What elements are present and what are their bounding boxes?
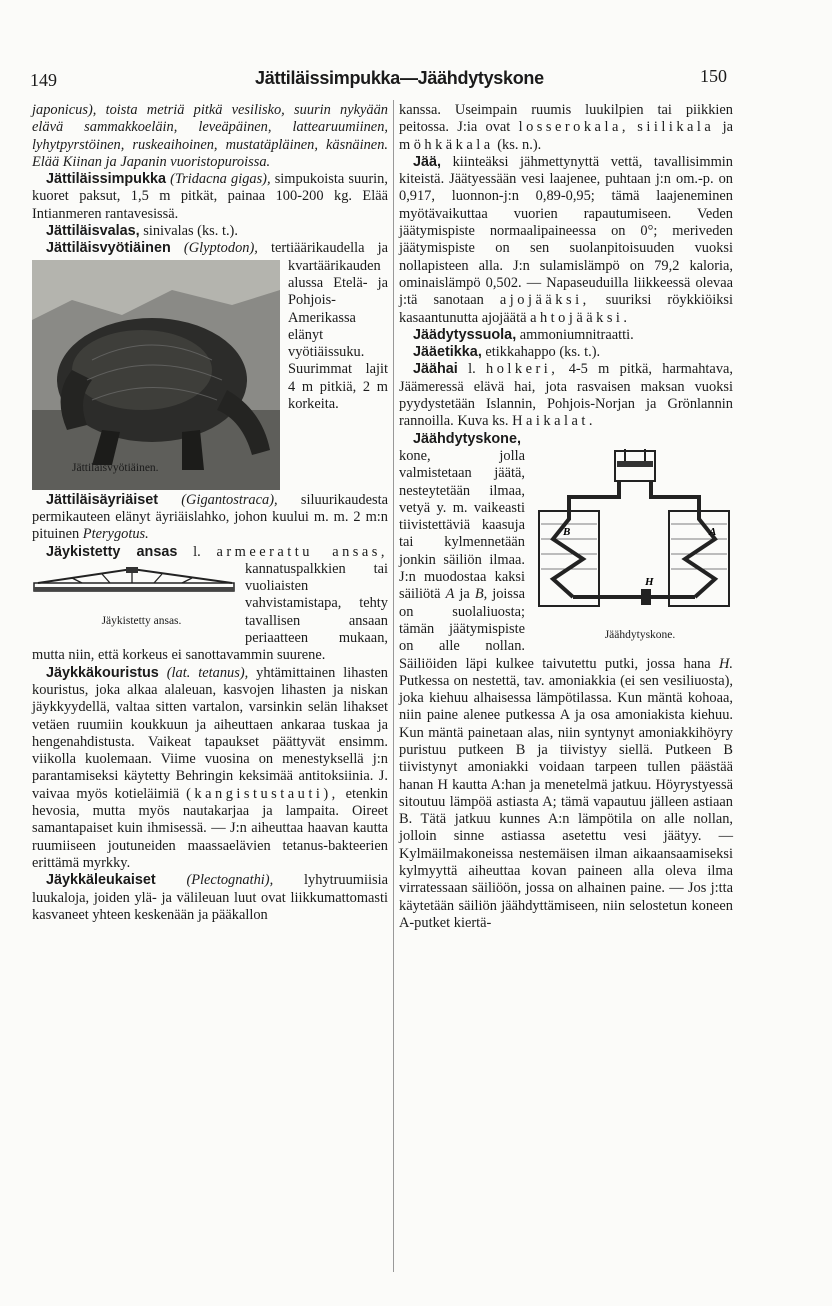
spaced-term: losserokala, [518,119,629,136]
headword: Jäähai [413,361,458,378]
genus-name: Pterygotus. [82,526,149,543]
entry-jattilaisvyotiainen [32,240,388,413]
entry-text: 4-5 m pitkä, harmahtava, Jäämeressä elävä hai, jota rasvaisen maksan vuoksi pyydystetään Islannin, Pohjois-Norjan ja Grönlannin rannoilla. Kuva ks. [399,361,733,430]
entry-text-2: joissa on suolaliuosta; tämän jäätymispiste on alle nollan. Säiliöiden läpi kulkee taivutettu putki, jossa hana [399,586,711,672]
entry-jaa: Jää, kiinteäksi jähmettynyttä vettä, tavallisimmin kiteistä. Jäätyessään vesi laajenee, puhtaan j:n om.-p. on 0,917, luonnon-j:n 0,89-0,95; tämä laajeneminen myötävaikuttaa vuorien rapautumiseen. Veden jäätymispiste normaalipaineessa on 0°; meriveden jäätymispiste on sen suolanpitoisuuden vuoksi nollapisteen alla. J:n sulamislämpö on 79,2 kaloria, ominaislämpö 0,502. — Napaseuduilla liikkeessä olevaa j:tä sanotaan ajojääksi, suuriksi röykkiöiksi kasaantunutta ajojäätä ahtojääksi. [399,153,733,326]
entry-text: yhtämittainen lihasten kouristus, joka alkaa alaleuan, kasvojen lihasten ja niskan jäykkyydellä, valtaa sitten vartalon, varsinkin selän lihakset vetäen ruumiin koukkuun ja aiheuttaen ankaraa tuskaa ja hengenahdistusta. Vaikeat tapaukset päättyvät ensimm. viikolla kuolemaan. Viime vuosina on menestyksellä j:n parantamiseksi käytetty Behringin keksimää antitoksiinia. J. vaivaa myös kotieläimiä [32,664,388,802]
entry-text: kannatuspalkkien tai vuoliaisten vahvistamistapa, tehty tavallisen ansaan periaatteen mukaan, mutta niin, että korkeus ei sanottavammin suurene. [32,560,388,664]
page-number-left: 149 [30,70,57,90]
page-number-right: 150 [700,66,727,86]
continued-paragraph: japonicus), toista metriä pitkä vesilisko, suurin nykyään elävä sammakkoeläin, leveäpäinen, lattearuumiinen, lyhytpyrstöinen, ruskeaihoinen, mustatäpläinen, käsnäinen. Elää Kiinan ja Japanin vuoristopuroissa. [32,102,388,170]
spaced-term: Haikalat. [512,413,596,430]
entry-text: lyhytruumiisia luukaloja, joiden ylä- ja välileuan luut ovat liikkumattomasti kasvaneet yhteen keskenään ja pääkallon [32,872,388,923]
refrigerator-diagram [533,449,733,621]
spaced-term: armeerattu ansas, [216,543,388,560]
headword: Jättiläisäyriäiset [46,491,158,508]
headword: Jättiläissimpukka [46,171,166,188]
entry-text: siluurikaudesta permikauteen elänyt äyriäislahko, johon kuului m. m. 2 m:n pituinen [32,491,388,543]
entry-jaykkakouristus [32,665,388,873]
page-header [0,66,832,92]
entry-jaaetikka [399,344,733,361]
entry-jaahai: Jäähai l. holkeri, 4-5 m pitkä, harmahtava, Jäämeressä elävä hai, jota rasvaisen maksan vuoksi pyydystetään Islannin, Pohjois-Norjan ja Grönlannin rannoilla. Kuva ks. Haikalat. [399,361,733,430]
entry-text: sinivalas (ks. t.). [143,223,238,240]
entry-jaadytyssuola [399,327,733,344]
headword: Jäykkäkouristus [46,664,159,681]
entry-text: kone, jolla valmistetaan jäätä, nesteytetään ilmaa, vetyä y. m. vaikeasti tiivistettäviä kaasuja tai kylmennetään jonkin säiliön ilmaa. J:n muodostaa kaksi säiliötä [399,447,525,603]
figure-caption-refrigerator: Jäähdytyskone. [604,628,676,641]
entry-text: kiinteäksi jähmettynyttä vettä, tavallisimmin kiteistä. Jäätyessään vesi laajenee, puhtaan j:n om.-p. on 0,917, luonnon-j:n 0,89-0,95; tämä laajeneminen myötävaikuttaa vuorien rapautumiseen. Veden jäätymispiste normaalipaineessa on 0°; meriveden jäätymispiste on sen suolanpitoisuuden vuoksi nollapisteen alla. J:n sulamislämpö on 79,2 kaloria, ominaislämpö 0,502. — Napaseuduilla liikkeessä olevaa j:tä sanotaan [399,153,733,309]
entry-text: ammoniumnitraatti. [519,326,634,343]
entry-text: simpukoista suurin, kuoret paksut, 1,5 m pitkät, painaa 100-200 kg. Elää Intianmeren rantavesissä. [32,171,388,222]
entry-jattilaisvalas [32,223,388,240]
headword: Jättiläisvyötiäinen [46,240,171,257]
figure-truss [32,565,237,630]
scientific-name: (Gigantostraca), [181,491,278,508]
left-column [32,102,388,924]
continued-paragraph: kanssa. Useimpain ruumis luukilpien tai piikkien peitossa. J:ia ovat losserokala, siilikala ja möhkäkala (ks. n.). [399,102,733,153]
scientific-name: (Tridacna gigas), [170,171,271,188]
label-b: B [563,525,571,538]
headword: Jättiläisvalas, [46,223,140,240]
truss-illustration [32,565,237,599]
spaced-term: möhkäkala [399,136,494,153]
right-column [399,102,733,932]
headword: Jääetikka, [413,344,482,361]
headword: Jäädytyssuola, [413,326,517,343]
spaced-term: ahtojääksi. [530,309,631,326]
spaced-term: siilikala [637,119,715,136]
figure-caption-glyptodon: Jättiläisvyötiäinen. [72,461,159,474]
entry-jaahdytyskone: Jäähdytyskone, B A H Jäähdytyskone. kone, jolla valmistetaan jäätä, nesteytetään ilmaa, vetyä y. m. vaikeasti tiivistettäviä kaasuja tai kylmennetään jonkin säiliön ilmaa. J:n muodostaa kaksi säiliötä A ja B, joissa on suolaliuosta; tämän jäätymispiste on alle nollan. Säiliöiden läpi kulkee taivutettu putki, jossa hana H. Putkessa on nestettä, tav. amoniakkia (ei sen vesiliuosta), joka kiehuu alhaisessa lämpötilassa. Kun mäntä kohoaa, niin paine alenee putkessa A ja osa amoniakista kiehuu. Kun mäntä painetaan alas, niin syntynyt amoniakkihöyry puristuu putkeen B ja tiivistyy siellä. Putkeen B tiivistynyt amoniakki voidaan tarpeen tullen päästää hanan H kautta A:han ja menetelmä jatkuu. Höyrystyessä sitoutuu lämpöä astiasta A; tämä vapautuu jälleen astiaan B. Tätä jatkuu kunnes A:n lämpötila on alle nollan, jolloin sinne astiassa asetettu vesi jäätyy. — Kylmäilmakoneissa nestemäisen ilman aikaansaamiseksi kylmyyttä aiheuttaa kovan paineen alla oleva ilma virratessaan säiliöön, jossa on alhainen paine. — Jos j:tta käytetään säiliön jäähdyttämiseen, niin selostetun koneen A-putket kiertä- [399,430,733,931]
entry-text: etikkahappo (ks. t.). [485,344,601,361]
spaced-term: holkeri, [486,361,559,378]
running-title: Jättiläissimpukka—Jäähdytyskone [255,68,544,88]
spaced-term: ajojääksi, [499,292,590,309]
column-divider [393,100,394,1272]
headword: Jää, [413,153,442,170]
entry-text-2: etenkin hevosia, mutta myös nautakarjaa ja lampaita. Oireet samantapaiset kuin ihmisessä. — J:n aiheuttaa haavan kautta ruumiiseen joutuneiden maassaelävien tetanus-bakteerien erittämä myrkky. [32,785,388,871]
figure-refrigerator [533,449,733,644]
figure-glyptodon [32,260,280,490]
scientific-name: (Glyptodon), [183,240,258,257]
entry-jattilaisayriaiset [32,492,388,544]
figure-caption-truss: Jäykistetty ansas. [101,614,182,627]
entry-jaykistetty-ansas: Jäykistetty ansas l. armeerattu ansas, Jäykistetty ansas. kannatuspalkkien tai vuoliaisten vahvistamistapa, tehty tavallisen ansaan periaatteen mukaan, mutta niin, että korkeus ei sanottavammin suurene. [32,543,388,664]
spaced-term: (kangistustauti), [186,785,339,802]
glyptodon-illustration [32,260,280,490]
entry-jattilaissimpukka [32,171,388,223]
entry-jaykkaleukaiset [32,872,388,924]
headword: Jäykkäleukaiset [46,872,156,889]
scientific-name: (Plectognathi), [186,872,274,889]
headword: Jäykistetty ansas [46,543,178,560]
headword: Jäähdytyskone, [413,430,521,447]
label-h: H [645,575,654,588]
entry-text-3: Putkessa on nestettä, tav. amoniakkia (ei sen vesiliuosta), joka kiehuu alhaisessa lämpötilassa. Kun mäntä kohoaa, niin paine alenee putkessa A ja osa amoniakista kiehuu. Kun mäntä painetaan alas, niin syntynyt amoniakkihöyry puristuu putkeen B ja tiivistyy siellä. Putkeen B tiivistynyt amoniakki voidaan tarpeen tullen päästää hanan H kautta A:han ja menetelmä jatkuu. Höyrystyessä sitoutuu lämpöä astiasta A; tämä vapautuu jälleen astiaan B. Tätä jatkuu kunnes A:n lämpötila on alle nollan, jolloin sinne astiassa asetettu vesi jäätyy. — Kylmäilmakoneissa nestemäisen ilman aikaansaamiseksi kylmyyttä aiheuttaa kovan paineen alla oleva ilma virratessaan säiliöön, jossa on alhainen paine. — Jos j:tta käytetään säiliön jäähdyttämiseen, niin selostetun koneen A-putket kiertä- [399,672,733,931]
label-a: A [709,525,717,538]
entry-text: tertiäärikaudella ja kvartäärikauden alussa Etelä- ja Pohjois-Amerikassa elänyt vyötiäissuku. Suurimmat lajit 4 m pitkiä, 2 m korkeita. [271,240,388,413]
scientific-name: (lat. tetanus), [166,664,249,681]
